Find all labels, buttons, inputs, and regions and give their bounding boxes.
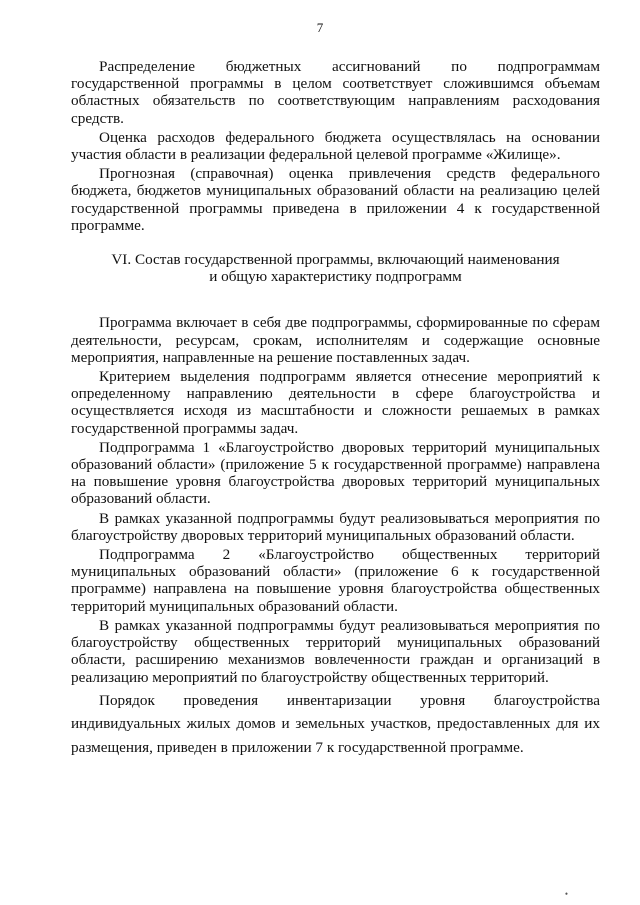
paragraph-selection-criterion: Критерием выделения подпрограмм является отнесение мероприятий к определенному направлению деятельности в сфере благоустройства и осуществляется исходя из масштабности и сложности решаемых в рамках государственной программы задач. xyxy=(71,368,600,437)
paragraph-inventory-procedure: Порядок проведения инвентаризации уровня благоустройства индивидуальных жилых домов и земельных участков, предоставленных для их размещения, приведен в приложении 7 к государственной программе. xyxy=(71,691,600,756)
paragraph-program-composition: Программа включает в себя две подпрограммы, сформированные по сферам деятельности, ресурсам, срокам, исполнителям и содержащие основные мероприятия, направленные на решение поставленных задач. xyxy=(71,314,600,366)
paragraph-subprogram-1-measures: В рамках указанной подпрограммы будут реализовываться мероприятия по благоустройству дворовых территорий муниципальных образований области. xyxy=(71,509,600,544)
document-body xyxy=(71,58,600,761)
paragraph-federal-budget-estimate: Оценка расходов федерального бюджета осуществлялась на основании участия области в реализации федеральной целевой программе «Жилище». xyxy=(71,128,600,164)
section-heading: VI. Состав государственной программы, включающий наименования и общую характеристику подпрограмм xyxy=(111,251,560,286)
paragraph-budget-allocation: Распределение бюджетных ассигнований по подпрограммам государственной программы в целом соответствует сложившимся объемам областных обязательств по соответствующим направлениям расходования средств. xyxy=(71,58,600,127)
scan-mark: • xyxy=(564,889,568,899)
paragraph-subprogram-1: Подпрограмма 1 «Благоустройство дворовых территорий муниципальных образований области» (приложение 5 к государственной программе) направлена на повышение уровня благоустройства дворовых территорий муниципальных образований области. xyxy=(71,438,600,508)
paragraph-subprogram-2-measures: В рамках указанной подпрограммы будут реализовываться мероприятия по благоустройству общественных территорий муниципальных образований области, расширению механизмов вовлеченности граждан и организаций в реализацию мероприятий по благоустройству общественных территорий. xyxy=(71,616,600,686)
paragraph-forecast-estimate: Прогнозная (справочная) оценка привлечения средств федерального бюджета, бюджетов муниципальных образований области на реализацию целей государственной программы приведена в приложении 4 к государственной программе. xyxy=(71,165,600,234)
paragraph-subprogram-2: Подпрограмма 2 «Благоустройство общественных территорий муниципальных образований области» (приложение 6 к государственной программе) направлена на повышение уровня благоустройства общественных территорий муниципальных образований области. xyxy=(71,546,600,615)
page-number: 7 xyxy=(316,20,324,35)
